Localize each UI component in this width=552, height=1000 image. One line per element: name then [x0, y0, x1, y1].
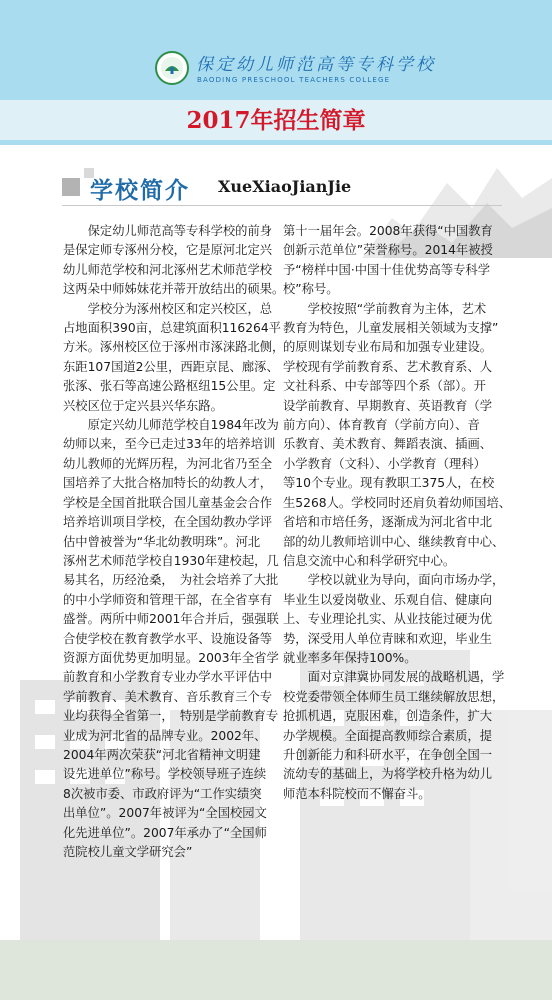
text-line: 创新示范单位”荣誉称号。2014年被授	[283, 243, 493, 258]
text-line: 出单位”。2007年被评为“全国校园文	[63, 806, 267, 821]
section-divider	[62, 205, 502, 206]
text-line: 第十一届年会。2008年获得“中国教育	[283, 224, 493, 238]
text-line: 保定幼儿师范高等专科学校的前身	[63, 224, 273, 238]
text-line: 学校分为涿州校区和定兴校区，总	[63, 301, 273, 316]
section-header	[62, 168, 362, 208]
text-line: 是保定师专涿州分校，它是原河北定兴	[63, 243, 273, 258]
right-column-text	[283, 222, 511, 804]
text-line: 校党委带领全体师生员工继续解放思想，	[283, 689, 505, 704]
text-line: 东距107国道2公里，西距京昆、廊涿、	[63, 359, 279, 374]
text-line: 升创新能力和科研水平，在争创全国一	[283, 747, 493, 762]
text-line: 方米。涿州校区位于涿州市涿涞路北侧，	[63, 340, 285, 355]
text-line: 国培养了大批合格加特长的幼教人才，	[63, 476, 273, 491]
text-line: 资源方面优势更加明显。2003年全省学	[63, 650, 279, 665]
school-name-en: BAODING PRESCHOOL TEACHERS COLLEGE	[197, 76, 391, 84]
text-line: 信息交流中心和科学研究中心。	[283, 553, 456, 568]
page-title: 2017年招生简章	[186, 107, 366, 134]
text-line: 等10个专业。现有教职工375人，在校	[283, 476, 495, 491]
text-line: 文社科系、中专部等四个系（部）。开	[283, 379, 486, 394]
section-title: 学校简介	[90, 177, 190, 204]
text-line: 的中小学师资和管理干部，在全省享有	[63, 592, 273, 607]
text-line: 学校以就业为导向，面向市场办学，	[283, 573, 505, 588]
text-line: 的原则谋划专业布局和加强专业建设。	[283, 340, 493, 355]
text-line: 范院校儿童文学研究会”	[63, 845, 193, 859]
text-line: 教育为特色，儿童发展相关领域为支撑”	[283, 321, 499, 336]
text-line: 学校是全国首批联合国儿童基金会合作	[63, 495, 273, 510]
text-line: 小学教育（文科）、小学教育（理科）	[283, 456, 486, 471]
text-line: 生5268人。学校同时还肩负着幼师国培、	[283, 495, 512, 510]
text-line: 校”称号。	[283, 282, 339, 297]
text-line: 上、专业理论扎实、从业技能过硬为优	[283, 612, 493, 627]
text-line: 前方向）、体育教育（学前方向）、音	[283, 418, 480, 433]
text-line: 学校按照“学前教育为主体，艺术	[283, 301, 487, 316]
text-line: 业成为河北省的品牌专业。2002年、	[63, 728, 267, 743]
text-line: 占地面积390亩，总建筑面积116264平	[63, 321, 281, 336]
text-line: 这两朵中师姊妹花并蒂开放结出的硕果。	[63, 282, 285, 297]
text-line: 就业率多年保持100%。	[283, 650, 417, 665]
text-line: 办学规模。全面提高教师综合素质，提	[283, 728, 493, 743]
text-line: 部的幼儿教师培训中心、继续教育中心、	[283, 534, 505, 549]
decor-square	[62, 178, 80, 196]
text-line: 培养培训项目学校，在全国幼教办学评	[63, 515, 273, 530]
text-line: 面对京津冀协同发展的战略机遇，学	[283, 670, 505, 685]
text-line: 予“榜样中国·中国十佳优势高等专科学	[283, 262, 491, 277]
text-line: 幼儿师范学校和河北涿州艺术师范学校	[63, 262, 273, 277]
text-line: 合使学校在教育教学水平、设施设备等	[63, 631, 273, 646]
section-title-en: XueXiaoJianJie	[218, 177, 352, 196]
text-line: 抢抓机遇，克服困难，创造条件，扩大	[283, 709, 493, 724]
text-line: 省培和市培任务，逐渐成为河北省中北	[283, 515, 493, 530]
text-line: 兴校区位于定兴县兴华东路。	[63, 398, 223, 413]
text-line: 流幼专的基础上，为将学校升格为幼儿	[283, 767, 493, 782]
text-line: 幼师以来，至今已走过33年的培养培训	[63, 437, 276, 452]
text-line: 盛誉。两所中师2001年合并后，强强联	[63, 612, 279, 627]
text-line: 学校现有学前教育系、艺术教育系、人	[283, 359, 493, 374]
text-line: 毕业生以爱岗敬业、乐观自信、健康向	[283, 592, 493, 607]
text-line: 张涿、张石等高速公路枢纽15公里。定	[63, 379, 276, 394]
text-line: 设学前教育、早期教育、英语教育（学	[283, 398, 493, 413]
text-line: 涿州艺术师范学校自1930年建校起，几	[63, 553, 279, 568]
text-line: 学前教育、美术教育、音乐教育三个专	[63, 689, 273, 704]
school-logo-icon	[155, 51, 189, 85]
text-line: 幼儿教师的光辉历程，为河北省乃至全	[63, 456, 273, 471]
text-line: 易其名，历经沧桑， 为社会培养了大批	[63, 573, 279, 588]
text-line: 师范本科院校而不懈奋斗。	[283, 786, 431, 801]
text-line: 化先进单位”。2007年承办了“全国师	[63, 825, 267, 840]
text-line: 8次被市委、市政府评为“工作实绩突	[63, 786, 262, 801]
left-column-text	[63, 222, 284, 862]
text-line: 前教育和小学教育专业办学水平评估中	[63, 670, 273, 685]
text-line: 乐教育、美术教育、舞蹈表演、插画、	[283, 437, 493, 452]
text-line: 估中曾被誉为“华北幼教明珠”。河北	[63, 534, 261, 549]
school-name-cn: 保定幼儿师范高等专科学校	[196, 55, 436, 75]
text-line: 原定兴幼儿师范学校自1984年改为	[63, 418, 279, 433]
text-line: 业均获得全省第一， 特别是学前教育专	[63, 709, 279, 724]
text-line: 势，深受用人单位青睐和欢迎，毕业生	[283, 631, 493, 646]
text-line: 2004年两次荣获“河北省精神文明建	[63, 747, 261, 762]
text-line: 设先进单位”称号。学校领导班子连续	[63, 767, 267, 782]
